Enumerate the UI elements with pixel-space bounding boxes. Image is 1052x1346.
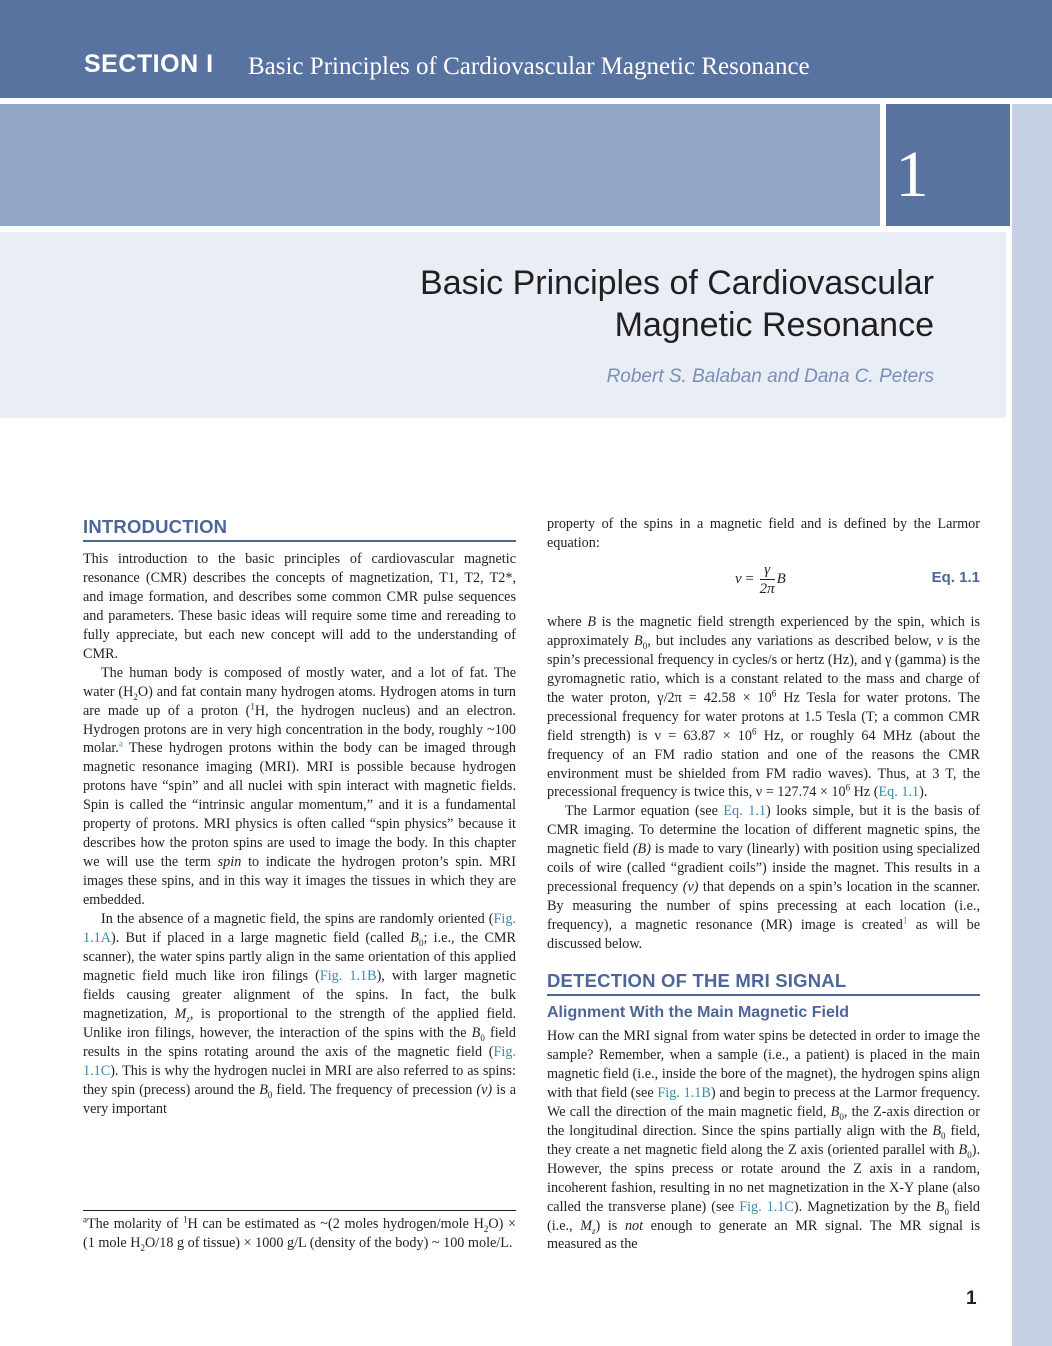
side-strip xyxy=(1012,104,1052,1346)
intro-paragraph-2: The human body is composed of mostly water, and a lot of fat. The water $(H_2O)$ and fat contain many hydrogen atoms. Hydrogen atoms in turn are made up of a proton ($^1$H, the hydrogen nucleus) and an electron. Hydrogen protons are in very high concentration in the body, roughly ~100 molar.$^a$ These hydrogen protons within the body can be imaged through magnetic resonance imaging (MRI). MRI is possible because hydrogen protons have “spin” and all nuclei with spin interact with magnetic fields. Spin is called the “intrinsic angular momentum,” and it is a fundamental property of protons. MRI physics is often called “spin physics” because it describes how the proton spins are used to image the body. In this chapter we will use the term spin to indicate the hydrogen proton’s spin. MRI images these spins, and in this way it images the tissues in which they are embedded. xyxy=(83,664,516,909)
equation-body: ν = $\frac{\gamma}{2\pi}$ B xyxy=(735,561,786,597)
intro-paragraph-1: This introduction to the basic principles of cardiovascular magnetic resonance (CMR) describes the concepts of magnetization, T1, T2, T2*, and image formation, and describes some common CMR pulse sequences and parameters. These basic ideas will require some time and rereading to fully appreciate, but each new concept will add to the understanding of CMR. xyxy=(83,550,516,662)
header-band xyxy=(0,104,880,226)
chapter-number-box xyxy=(886,104,1010,226)
page-number: 1 xyxy=(966,1288,977,1309)
eq-link[interactable]: Eq. 1.1 xyxy=(878,784,920,801)
fig-link-1c[interactable]: Fig. 1.1C xyxy=(83,1043,516,1079)
right-column xyxy=(547,515,980,1254)
section-header-bar xyxy=(0,0,1052,98)
fig-link-1a[interactable]: Fig. 1.1A xyxy=(83,911,516,947)
alignment-subheading: Alignment With the Main Magnetic Field xyxy=(547,1004,850,1022)
intro-paragraph-3: In the absence of a magnetic field, the spins are randomly oriented (Fig. 1.1A). But if placed in a large magnetic field (called $B_0$; i.e., the CMR scanner), the water spins partly align in the same orientation of this applied magnetic field much like iron filings (Fig. 1.1B), with larger magnetic fields causing greater alignment of the spins. In fact, the bulk magnetization, $M_z$, is proportional to the strength of the applied field. Unlike iron filings, however, the interaction of the spins with the $B_0$ field results in the spins rotating around the axis of the magnetic field (Fig. 1.1C). This is why the hydrogen nuclei in MRI are also referred to as spins: they spin (precess) around the $B_0$ field. The frequency of precession (ν) is a very important xyxy=(83,911,516,1117)
left-column xyxy=(83,518,516,1119)
introduction-heading: INTRODUCTION xyxy=(83,518,516,542)
section-title: Basic Principles of Cardiovascular Magnetic Resonance xyxy=(248,53,810,80)
fig-link-1b-2[interactable]: Fig. 1.1B xyxy=(657,1084,711,1101)
chapter-title-line1: Basic Principles of Cardiovascular xyxy=(420,264,934,302)
larmor-basis-paragraph: The Larmor equation (see Eq. 1.1) looks simple, but it is the basis of CMR imaging. To determine the location of different magnetic spins, the magnetic field (B) is made to vary (linearly) with position using specialized coils of wire (called “gradient coils”) inside the magnet. This results in a precessional frequency (ν) that depends on a spin’s location in the scanner. By measuring the number of spins precessing at each location (i.e., frequency), a magnetic resonance (MR) image is created$^1$ as will be discussed below. xyxy=(547,803,981,953)
equation-label: Eq. 1.1 xyxy=(931,568,980,586)
larmor-explanation-paragraph: where B is the magnetic field strength experienced by the spin, which is approximately $B_0$, but includes any variations as described below, ν is the spin’s precessional frequency in cycles/s or hertz (Hz), and γ (gamma) is the gyromagnetic ratio, which is a constant related to the mass and charge of the water proton, $\gamma/2\pi = 42.58 \times 10^6$ Hz Tesla for water protons. The precessional frequency for water protons at 1.5 Tesla (T; a common CMR field strength) is $\nu = 63.87 \times 10^6$ Hz, or roughly 64 MHz (about the frequency of an FM radio station and one of the reasons the CMR environment must be shielded from FM radio waves). Thus, at 3 T, the precessional frequency is twice this, $\nu = 127.74 \times 10^6$ Hz (Eq. 1.1). xyxy=(547,613,981,801)
footnote-ref[interactable]: a xyxy=(118,738,123,749)
section-label: SECTION I xyxy=(84,50,214,78)
footnote-divider xyxy=(83,1210,516,1211)
fig-link-1b[interactable]: Fig. 1.1B xyxy=(319,967,377,984)
chapter-title-line2: Magnetic Resonance xyxy=(614,306,934,344)
footnote: $^a$The molarity of $^1$H can be estimated as ~(2 moles hydrogen/mole $H_2O) \times (1$ mole $H_2O/18$ g of tissue) × 1000 g/L (density of the body) ~ 100 mole/L. xyxy=(83,1214,516,1253)
eq-link-2[interactable]: Eq. 1.1 xyxy=(723,803,766,820)
alignment-paragraph: How can the MRI signal from water spins be detected in order to image the sample? Remember, when a sample (i.e., a patient) is placed in the main magnetic field (i.e., inside the bore of the magnet), the hydrogen spins align with that field (see Fig. 1.1B) and begin to precess at the Larmor frequency. We call the direction of the main magnetic field, $B_0$, the Z-axis direction or the longitudinal direction. Since the spins partially align with the $B_0$ field, they create a net magnetic field along the Z axis (oriented parallel with $B_0$). However, the spins precess or rotate around the Z axis in a random, incoherent fashion, resulting in no net magnetization in the X-Y plane (also called the transverse plane) (see Fig. 1.1C). Magnetization by the $B_0$ field (i.e., $M_z$) is not enough to generate an MR signal. The MR signal is measured as the xyxy=(547,1027,981,1253)
chapter-title-band xyxy=(0,232,1006,418)
detection-heading: DETECTION OF THE MRI SIGNAL xyxy=(547,972,980,996)
fig-link-1c-2[interactable]: Fig. 1.1C xyxy=(739,1198,794,1215)
equation-fraction: $\frac{\gamma}{2\pi}$ xyxy=(759,561,775,597)
chapter-number: 1 xyxy=(895,138,929,211)
larmor-intro-paragraph: property of the spins in a magnetic field and is defined by the Larmor equation: xyxy=(547,516,980,551)
chapter-authors: Robert S. Balaban and Dana C. Peters xyxy=(606,366,934,387)
chapter-title xyxy=(420,262,934,346)
larmor-equation xyxy=(547,553,980,613)
